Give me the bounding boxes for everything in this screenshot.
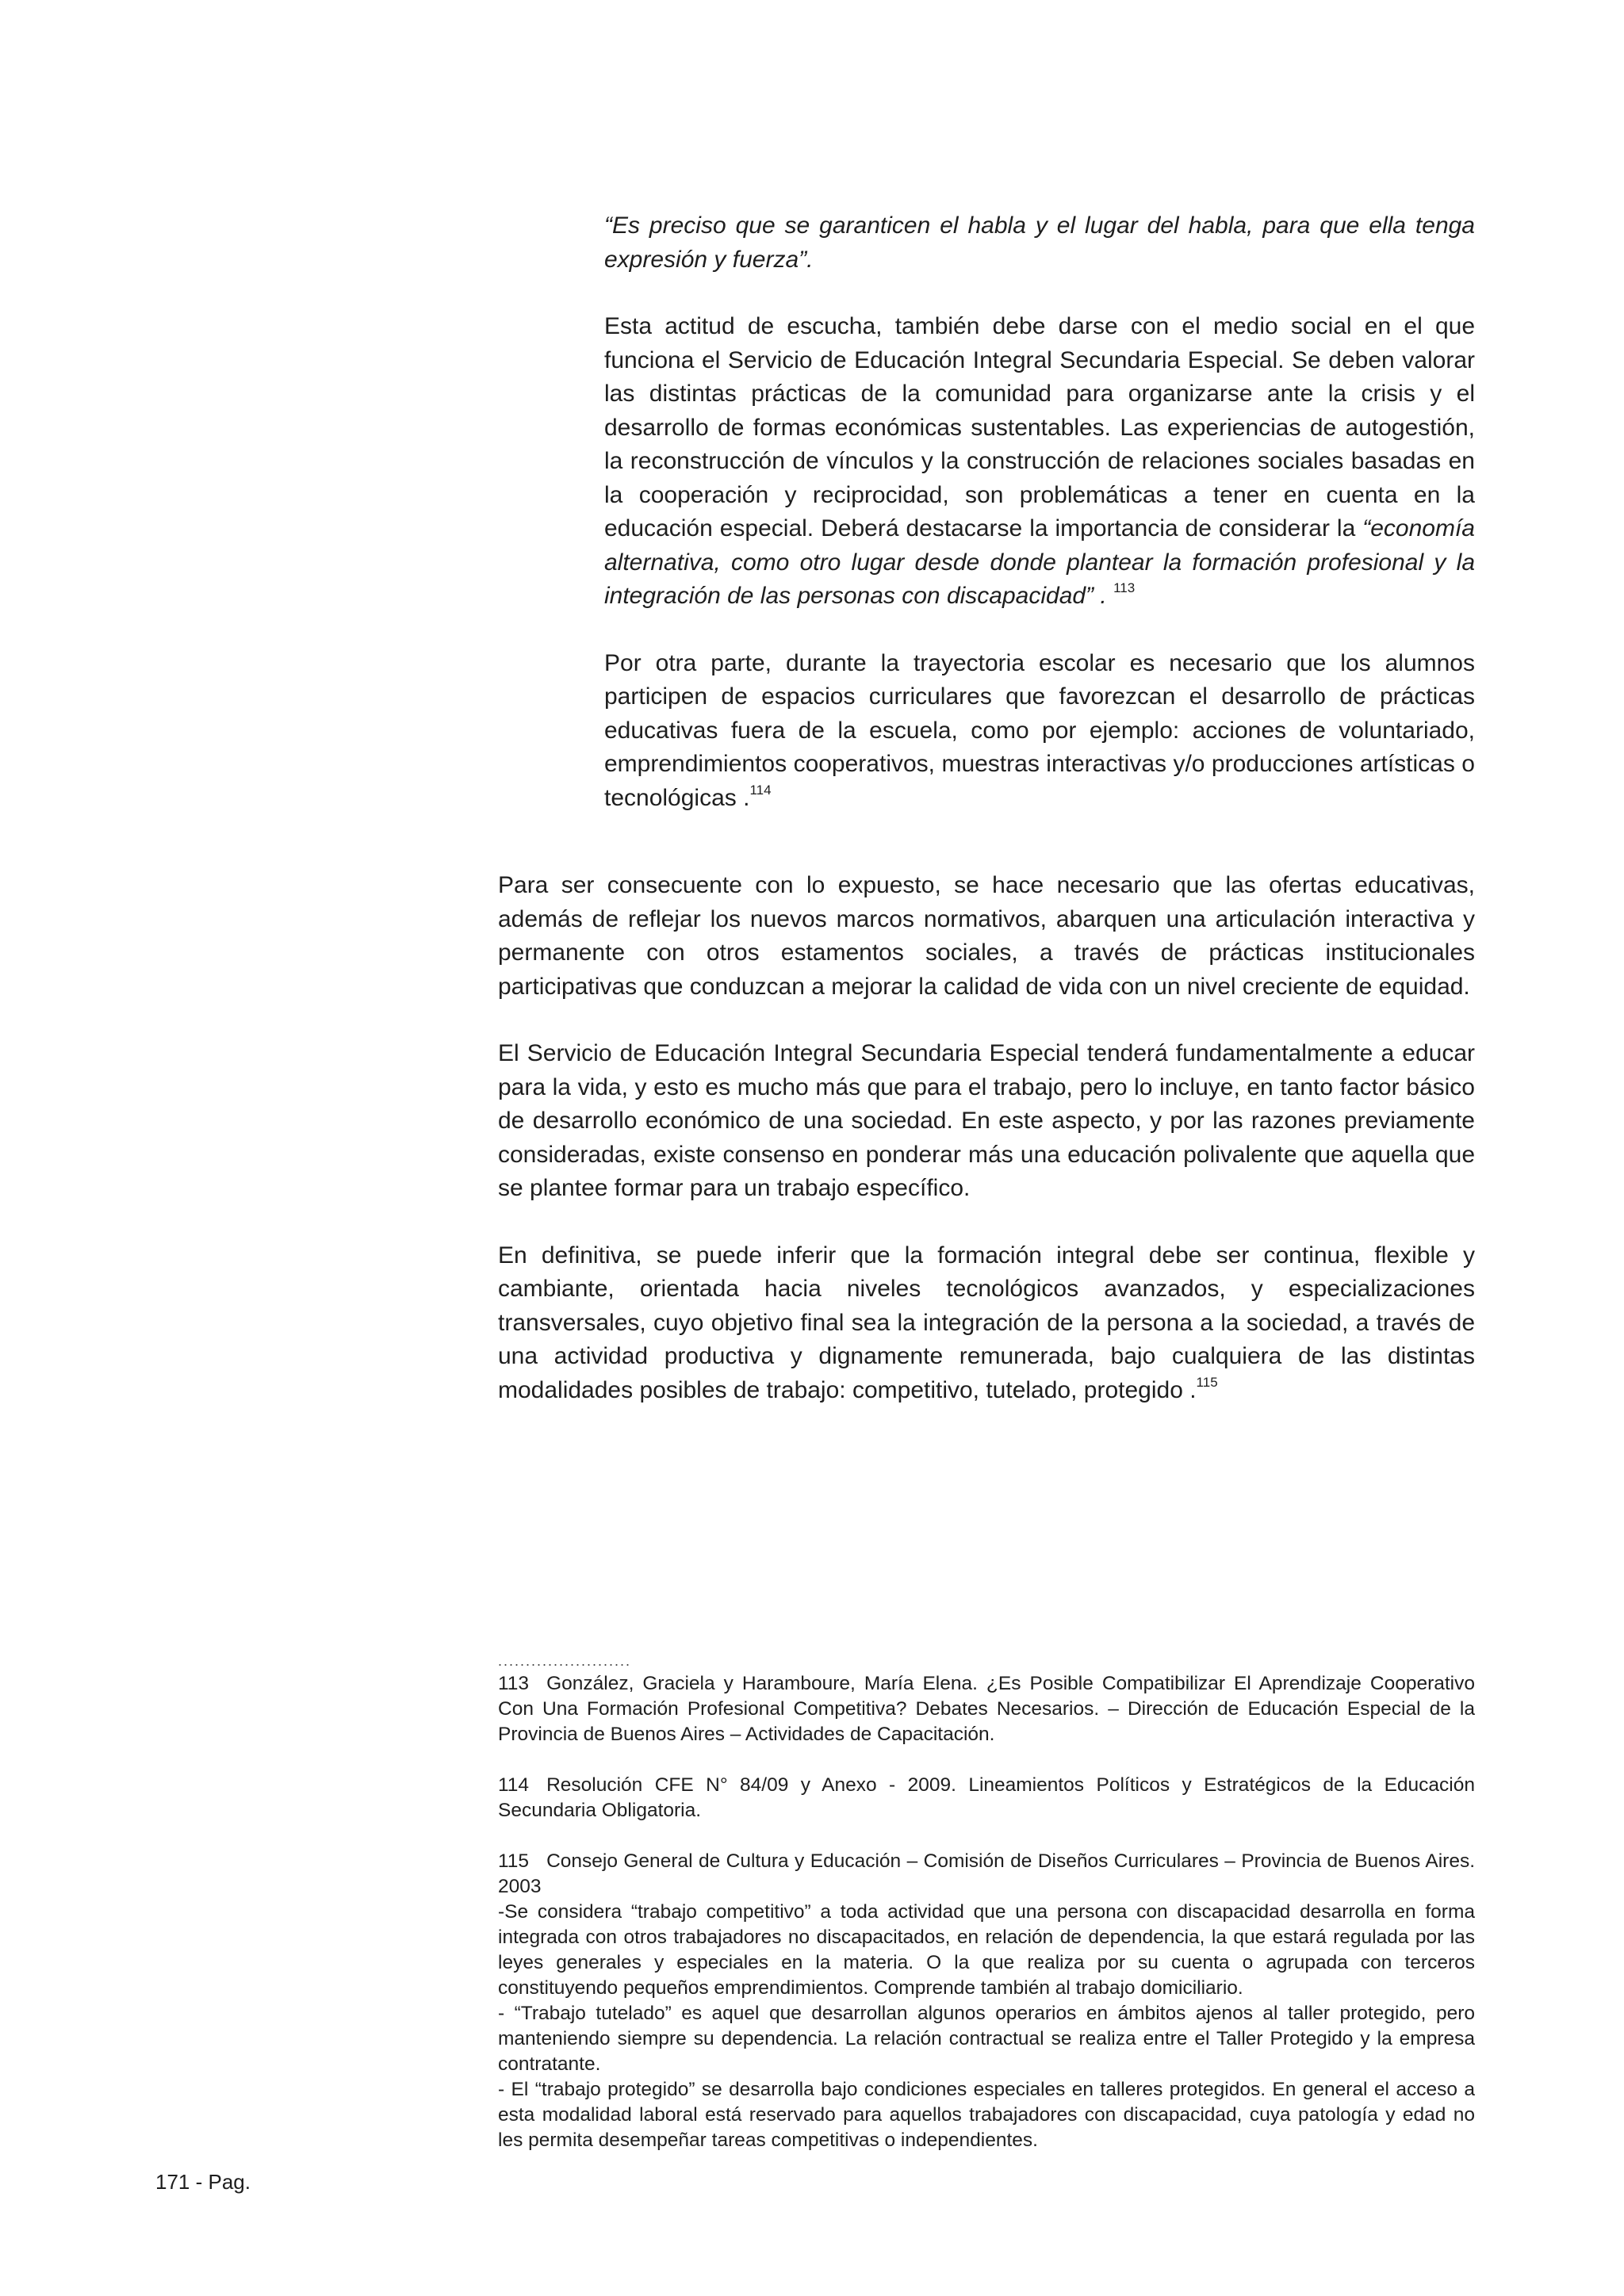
paragraph-consecuente: Para ser consecuente con lo expuesto, se hace necesario que las ofertas educativas, además de reflejar los nuevos marcos normativos, abarquen una articulación interactiva y permanente con otros estamentos sociales, a través de prácticas institucionales participativas que conduzcan a mejorar la calidad de vida con un nivel creciente de equidad. xyxy=(498,872,1475,1000)
paragraph-servicio: El Servicio de Educación Integral Secundaria Especial tenderá fundamentalmente a educar para la vida, y esto es mucho más que para el trabajo, pero lo incluye, en tanto factor básico de desarrollo económico de una sociedad. En este aspecto, y por las razones previamente consideradas, existe consenso en ponderar más una educación polivalente que aquella que se plantee formar para un trabajo específico. xyxy=(498,1040,1475,1201)
page-number: 171 - Pag. xyxy=(155,2170,251,2194)
footnote-text: Resolución CFE N° 84/09 y Anexo - 2009. Lineamientos Políticos y Estratégicos de la Educación Secundaria Obligatoria. xyxy=(498,1774,1475,1821)
footnote-ref-115[interactable]: 115 xyxy=(1196,1374,1218,1390)
economia-alternativa-quote: “economía alternativa, como otro lugar desde donde plantear la formación profesional y la integración de las personas con discapacidad” . xyxy=(604,515,1475,609)
quote-text: “Es preciso que se garanticen el habla y el lugar del habla, para que ella tenga expresión y fuerza”. xyxy=(604,212,1475,273)
footnote-113 xyxy=(498,1671,1475,1747)
footnote-ref-114[interactable]: 114 xyxy=(749,782,772,798)
paragraph-trayectoria xyxy=(604,647,1475,816)
footnote-number: 113 xyxy=(498,1673,530,1694)
paragraph-definitiva xyxy=(498,1239,1475,1408)
main-section xyxy=(498,869,1475,1441)
footnotes-section xyxy=(498,1654,1475,2153)
footnote-115 xyxy=(498,1849,1475,1900)
paragraph-trayectoria-text: Por otra parte, durante la trayectoria escolar es necesario que los alumnos participen de espacios curriculares que favorezcan el desarrollo de prácticas educativas fuera de la escuela, como por ejemplo: acciones de voluntariado, emprendimientos cooperativos, muestras interactivas y/o producciones artísticas o tecnológicas . xyxy=(604,649,1475,811)
footnote-text: González, Graciela y Haramboure, María Elena. ¿Es Posible Compatibilizar El Aprendizaje Cooperativo Con Una Formación Profesional Competitiva? Debates Necesarios. – Dirección de Educación Especial de la Provincia de Buenos Aires – Actividades de Capacitación. xyxy=(498,1673,1475,1745)
paragraph-escucha-text: Esta actitud de escucha, también debe darse con el medio social en el que funciona el Servicio de Educación Integral Secundaria Especial. Se deben valorar las distintas prácticas de la comunidad para organizarse ante la crisis y el desarrollo de formas económicas sustentables. Las experiencias de autogestión, la reconstrucción de vínculos y la construcción de relaciones sociales basadas en la cooperación y reciprocidad, son problemáticas a tener en cuenta en la educación especial. Deberá destacarse la importancia de considerar la xyxy=(604,313,1475,541)
paragraph-definitiva-text: En definitiva, se puede inferir que la formación integral debe ser continua, flexible y cambiante, orientada hacia niveles tecnológicos avanzados, y especializaciones transversales, cuyo objetivo final sea la integración de la persona a la sociedad, a través de una actividad productiva y dignamente remunerada, bajo cualquiera de las distintas modalidades posibles de trabajo: competitivo, tutelado, protegido . xyxy=(498,1242,1475,1403)
paragraph-escucha xyxy=(604,310,1475,614)
footnote-115-trabajo-protegido: - El “trabajo protegido” se desarrolla bajo condiciones especiales en talleres protegidos. En general el acceso a esta modalidad laboral está reservado para aquellos trabajadores con discapacidad, cuya patología y edad no les permita desempeñar tareas competitivas o independientes. xyxy=(498,2079,1475,2151)
footnote-number: 114 xyxy=(498,1774,530,1796)
indented-section xyxy=(604,209,1475,848)
footnote-114 xyxy=(498,1773,1475,1823)
footnote-number: 115 xyxy=(498,1850,530,1872)
footnote-115-trabajo-tutelado: - “Trabajo tutelado” es aquel que desarrollan algunos operarios en ámbitos ajenos al taller protegido, pero manteniendo siempre su dependencia. La relación contractual se realiza entre el Taller Protegido y la empresa contratante. xyxy=(498,2003,1475,2075)
footnote-115-trabajo-competitivo: -Se considera “trabajo competitivo” a toda actividad que una persona con discapacidad desarrolla en forma integrada con otros trabajadores no discapacitados, en relación de dependencia, la que estará regulada por las leyes generales y especiales en la materia. O la que realiza por su cuenta o agrupada con terceros constituyendo pequeños emprendimientos. Comprende también al trabajo domiciliario. xyxy=(498,1901,1475,1999)
quote-paragraph xyxy=(604,209,1475,277)
footnote-text: Consejo General de Cultura y Educación – Comisión de Diseños Curriculares – Provincia de Buenos Aires. 2003 xyxy=(498,1850,1475,1897)
footnote-separator: ........................ xyxy=(498,1653,632,1669)
footnote-ref-113[interactable]: 113 xyxy=(1113,580,1136,595)
